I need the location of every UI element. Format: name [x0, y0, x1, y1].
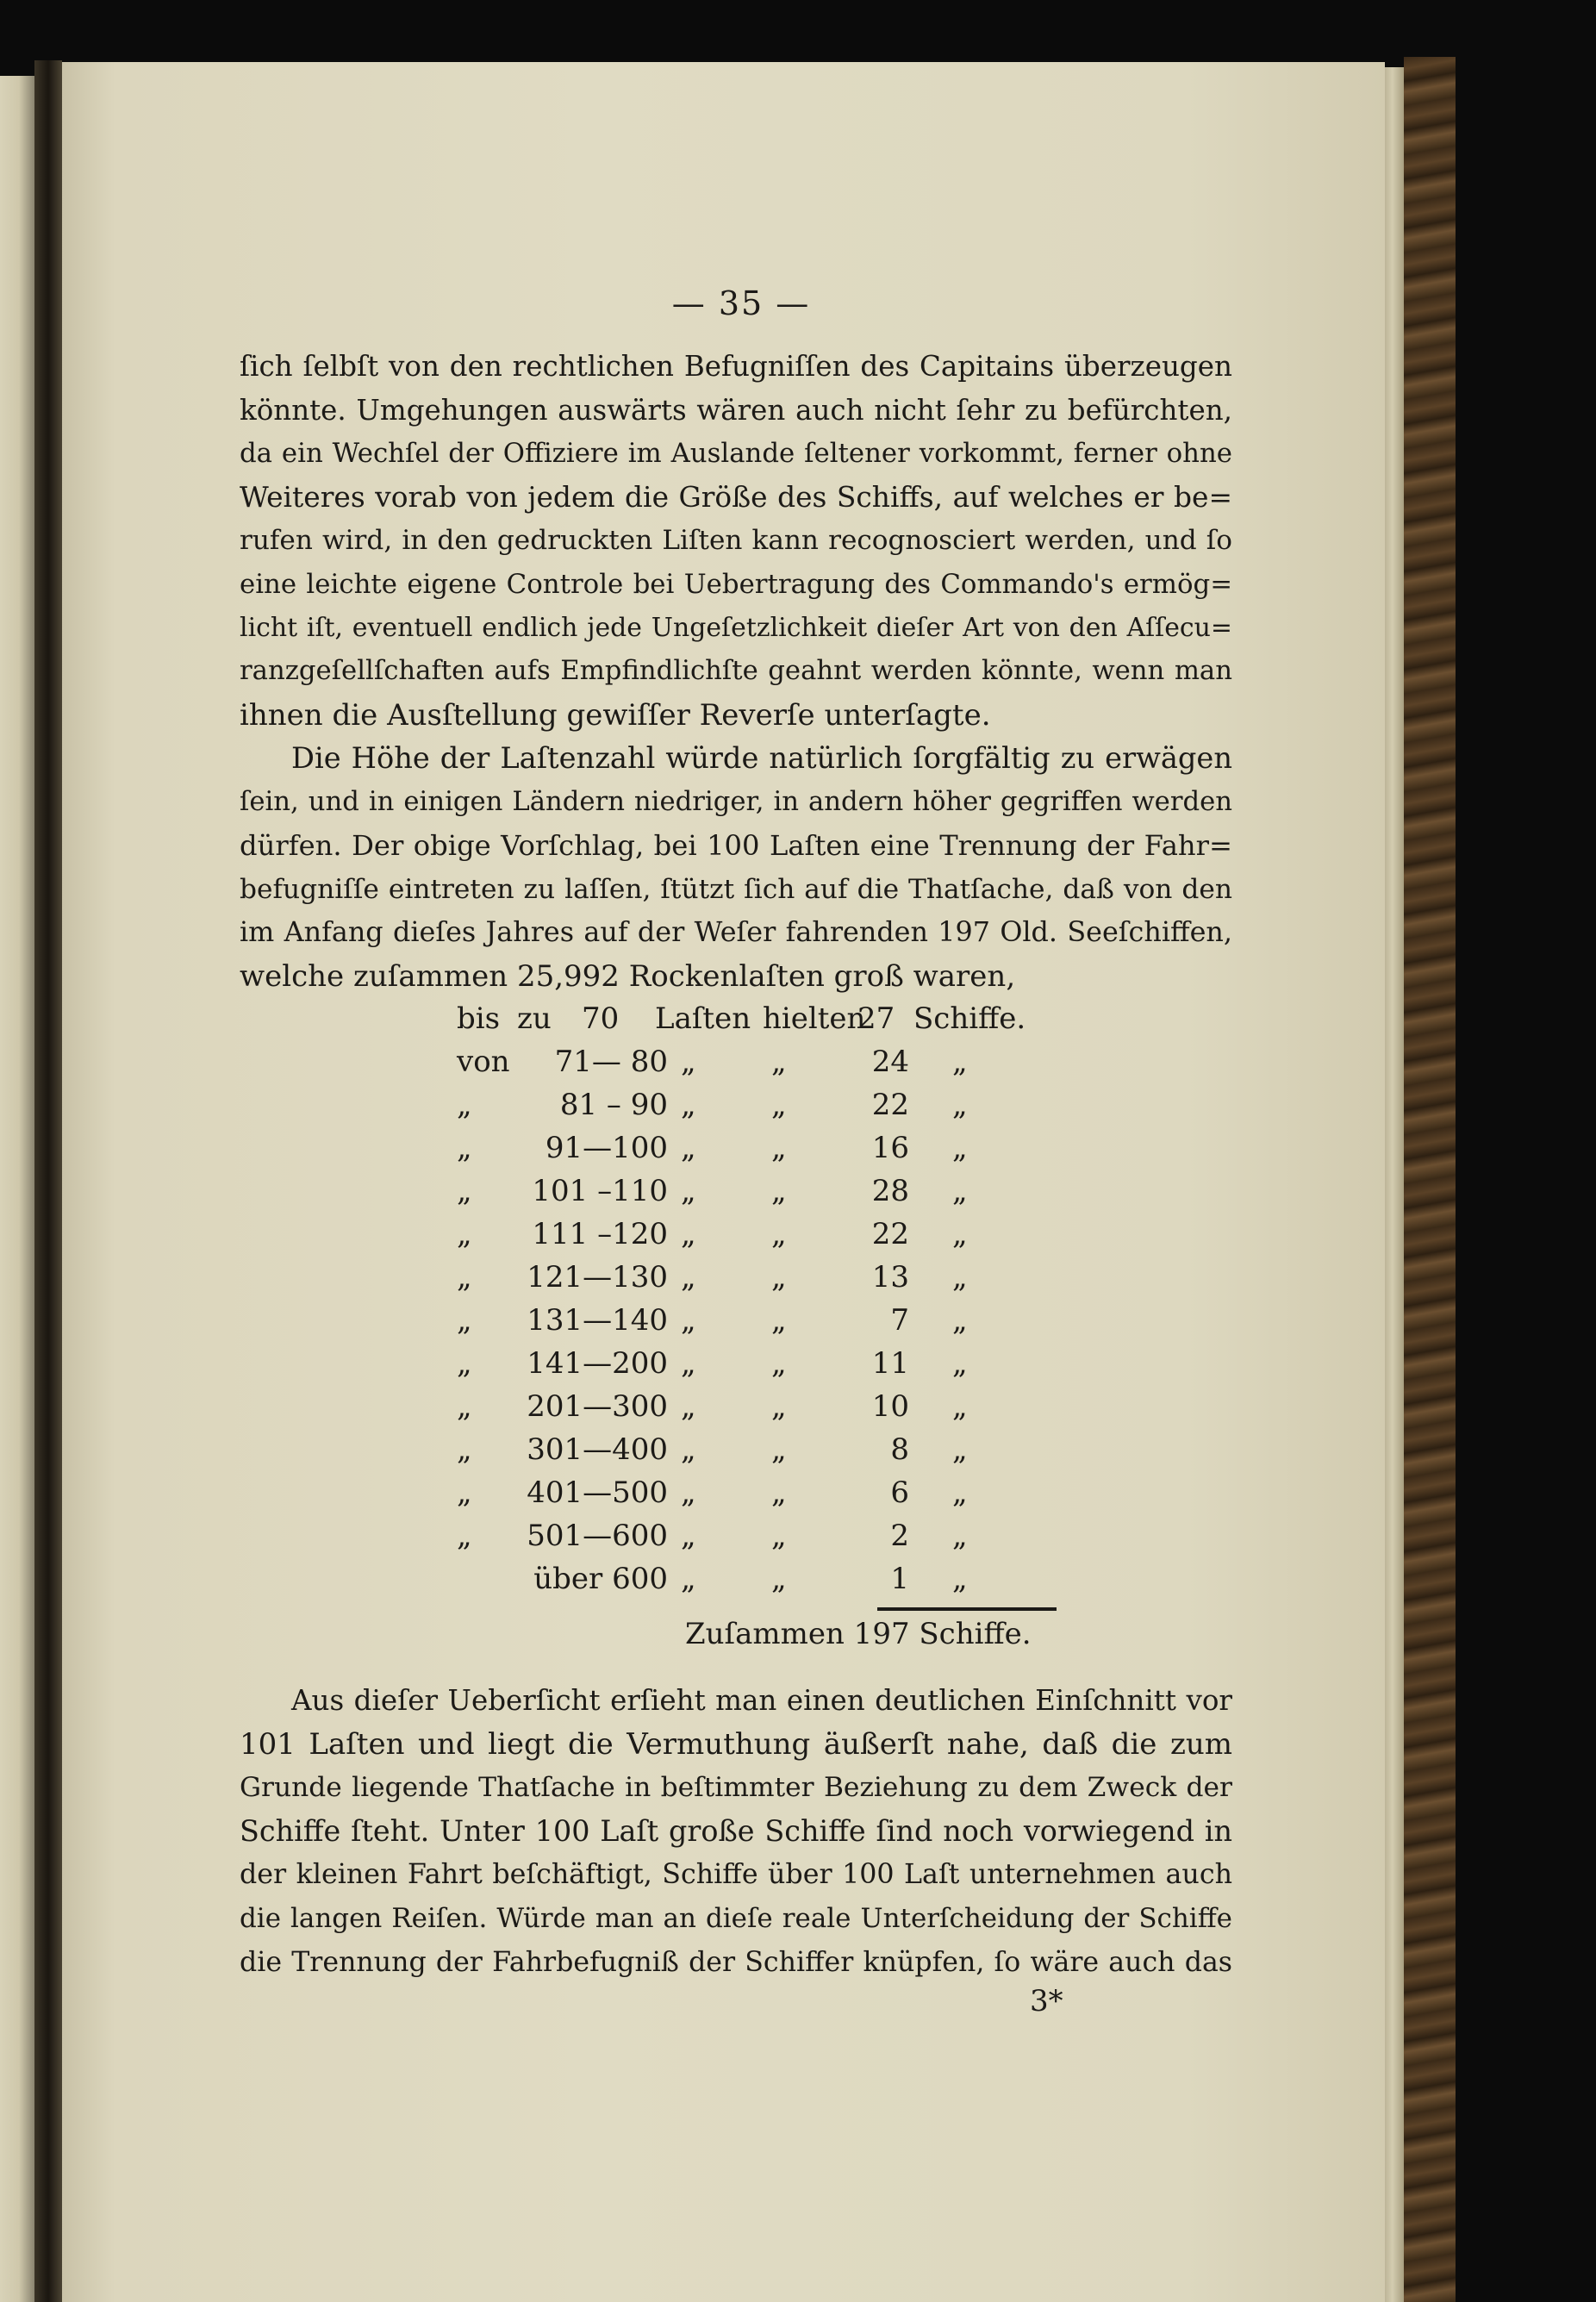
ditto-mark: „	[681, 1217, 696, 1251]
row-count: 11	[871, 1346, 909, 1381]
row-range: 111 –120	[532, 1217, 668, 1251]
row-count: 8	[890, 1432, 909, 1467]
ditto-mark: „	[771, 1519, 787, 1553]
ditto-mark: „	[681, 1389, 696, 1424]
ditto-mark: „	[952, 1303, 968, 1338]
ditto-mark: „	[771, 1088, 787, 1122]
ditto-mark: „	[681, 1475, 696, 1510]
ditto-mark: „	[952, 1174, 968, 1208]
ditto-mark: „	[681, 1088, 696, 1122]
ditto-mark: „	[771, 1389, 787, 1424]
row-range: 201—300	[527, 1389, 668, 1424]
row-prefix: „	[457, 1346, 472, 1381]
paragraph-2	[240, 737, 1232, 999]
ditto-mark: „	[681, 1346, 696, 1381]
row-range: 91—100	[545, 1131, 668, 1165]
row-range: 141—200	[527, 1346, 668, 1381]
ditto-mark: „	[771, 1432, 787, 1467]
book-binding	[34, 60, 62, 2302]
ditto-mark: „	[952, 1432, 968, 1467]
table-row	[448, 1303, 1069, 1346]
header-noun: Schiffe.	[913, 1001, 1026, 1036]
table-row	[448, 1519, 1069, 1562]
text-line: im Anfang dieſes Jahres auf der Weſer fahrenden 197 Old. Seeſchiffen,	[240, 916, 1232, 949]
ditto-mark: „	[681, 1562, 696, 1596]
table-total: Zuſammen 197 Schiffe.	[685, 1617, 1032, 1651]
text-line: Die Höhe der Laſtenzahl würde natürlich ſorgfältig zu erwägen	[291, 741, 1232, 775]
marbled-cover-edge	[1404, 57, 1456, 2302]
ditto-mark: „	[681, 1260, 696, 1294]
signature-mark: 3*	[1030, 1984, 1063, 2018]
row-range: 101 –110	[532, 1174, 668, 1208]
row-prefix: „	[457, 1174, 472, 1208]
text-line: der kleinen Fahrt beſchäftigt, Schiffe über 100 Laſt unternehmen auch	[240, 1859, 1232, 1891]
text-line: Schiffe ſteht. Unter 100 Laſt große Schiffe ſind noch vorwiegend in	[240, 1813, 1232, 1848]
ditto-mark: „	[771, 1475, 787, 1510]
table-row	[448, 1389, 1069, 1432]
ditto-mark: „	[952, 1475, 968, 1510]
row-prefix: „	[457, 1131, 472, 1165]
table-row	[448, 1088, 1069, 1131]
table-row	[448, 1131, 1069, 1174]
table-row	[448, 1174, 1069, 1217]
scan-margin-right	[1456, 57, 1596, 2302]
row-count: 13	[871, 1260, 909, 1294]
text-line: Aus dieſer Ueberſicht erſieht man einen deutlichen Einſchnitt vor	[291, 1684, 1232, 1717]
row-count: 2	[890, 1519, 909, 1553]
ditto-mark: „	[681, 1303, 696, 1338]
header-count: 27	[857, 1001, 895, 1036]
ditto-mark: „	[952, 1562, 968, 1596]
ditto-mark: „	[952, 1519, 968, 1553]
table-row	[448, 1045, 1069, 1088]
row-prefix: „	[457, 1088, 472, 1122]
ditto-mark: „	[681, 1131, 696, 1165]
ditto-mark: „	[771, 1045, 787, 1079]
row-count: 10	[871, 1389, 909, 1424]
text-line: rufen wird, in den gedruckten Liſten kann recognosciert werden, und ſo	[240, 525, 1232, 557]
ditto-mark: „	[952, 1389, 968, 1424]
row-prefix: „	[457, 1217, 472, 1251]
row-range: 131—140	[527, 1303, 668, 1338]
text-line: da ein Wechſel der Offiziere im Auslande ſeltener vorkommt, ferner ohne	[240, 438, 1232, 470]
ditto-mark: „	[771, 1260, 787, 1294]
table-row	[448, 1432, 1069, 1475]
ship-tonnage-table	[448, 1001, 1069, 1605]
ditto-mark: „	[771, 1303, 787, 1338]
ditto-mark: „	[771, 1217, 787, 1251]
text-line: dürfen. Der obige Vorſchlag, bei 100 Laſten eine Trennung der Fahr=	[240, 829, 1232, 863]
ditto-mark: „	[952, 1131, 968, 1165]
row-prefix: „	[457, 1303, 472, 1338]
ditto-mark: „	[771, 1562, 787, 1596]
row-prefix: „	[457, 1432, 472, 1467]
text-line: die Trennung der Fahrbefugniß der Schiffer knüpfen, ſo wäre auch das	[240, 1946, 1232, 1978]
ditto-mark: „	[952, 1346, 968, 1381]
ditto-mark: „	[681, 1045, 696, 1079]
table-header-row	[448, 1001, 1069, 1045]
ditto-mark: „	[952, 1045, 968, 1079]
text-line: könnte. Umgehungen auswärts wären auch nicht ſehr zu befürchten,	[240, 393, 1232, 427]
ditto-mark: „	[681, 1432, 696, 1467]
paragraph-1	[240, 345, 1232, 737]
row-prefix: „	[457, 1260, 472, 1294]
table-row	[448, 1562, 1069, 1605]
text-line: licht iſt, eventuell endlich jede Ungeſetzlichkeit dieſer Art von den Aſſecu=	[240, 612, 1232, 643]
row-range: über 600	[533, 1562, 668, 1596]
header-unit: Laſten	[655, 1001, 751, 1036]
row-range: 71— 80	[554, 1045, 668, 1079]
ditto-mark: „	[771, 1174, 787, 1208]
text-line: ſein, und in einigen Ländern niedriger, in andern höher gegriffen werden	[240, 786, 1232, 817]
row-range: 81 – 90	[559, 1088, 668, 1122]
text-line: ranzgeſellſchaften aufs Empfindlichſte geahnt werden könnte, wenn man	[240, 656, 1232, 687]
header-prefix: bis	[457, 1001, 501, 1036]
ditto-mark: „	[771, 1131, 787, 1165]
row-range: 301—400	[527, 1432, 668, 1467]
text-line: die langen Reiſen. Würde man an dieſe reale Unterſcheidung der Schiffe	[240, 1902, 1232, 1934]
text-line: eine leichte eigene Controle bei Uebertragung des Commando's ermög=	[240, 568, 1232, 600]
sum-rule	[877, 1607, 1057, 1611]
row-count: 22	[871, 1217, 909, 1251]
page-number: — 35 —	[671, 284, 811, 322]
row-count: 6	[890, 1475, 909, 1510]
text-line: welche zuſammen 25,992 Rockenlaſten groß waren,	[240, 958, 1016, 994]
left-page-edge	[0, 76, 34, 2302]
paragraph-3	[240, 1679, 1232, 1984]
ditto-mark: „	[952, 1088, 968, 1122]
row-range: 501—600	[527, 1519, 668, 1553]
table-row	[448, 1217, 1069, 1260]
header-range: 70	[582, 1001, 620, 1036]
row-count: 7	[890, 1303, 909, 1338]
row-range: 121—130	[527, 1260, 668, 1294]
row-prefix: „	[457, 1389, 472, 1424]
row-prefix: „	[457, 1519, 472, 1553]
text-line: ihnen die Ausſtellung gewiſſer Reverſe unterſagte.	[240, 697, 991, 733]
row-count: 28	[871, 1174, 909, 1208]
ditto-mark: „	[681, 1174, 696, 1208]
row-count: 24	[871, 1045, 909, 1079]
ditto-mark: „	[952, 1217, 968, 1251]
text-line: Weiteres vorab von jedem die Größe des Schiffs, auf welches er be=	[240, 479, 1232, 514]
header-zu: zu	[517, 1001, 552, 1036]
table-row	[448, 1260, 1069, 1303]
text-line: 101 Laſten und liegt die Vermuthung äußerſt nahe, daß die zum	[240, 1726, 1232, 1762]
text-line: ſich ſelbſt von den rechtlichen Befugniſſen des Capitains überzeugen	[240, 350, 1232, 383]
header-verb: hielten	[763, 1001, 866, 1036]
row-count: 16	[871, 1131, 909, 1165]
table-row	[448, 1475, 1069, 1519]
row-count: 1	[890, 1562, 909, 1596]
ditto-mark: „	[952, 1260, 968, 1294]
page-stack-edge	[1385, 67, 1404, 2302]
ditto-mark: „	[771, 1346, 787, 1381]
ditto-mark: „	[681, 1519, 696, 1553]
row-prefix: „	[457, 1475, 472, 1510]
text-line: Grunde liegende Thatſache in beſtimmter Beziehung zu dem Zweck der	[240, 1772, 1232, 1804]
row-count: 22	[871, 1088, 909, 1122]
text-line: befugniſſe eintreten zu laſſen, ſtützt ſich auf die Thatſache, daß von den	[240, 873, 1232, 905]
row-prefix: von	[457, 1045, 510, 1079]
table-row	[448, 1346, 1069, 1389]
row-range: 401—500	[527, 1475, 668, 1510]
